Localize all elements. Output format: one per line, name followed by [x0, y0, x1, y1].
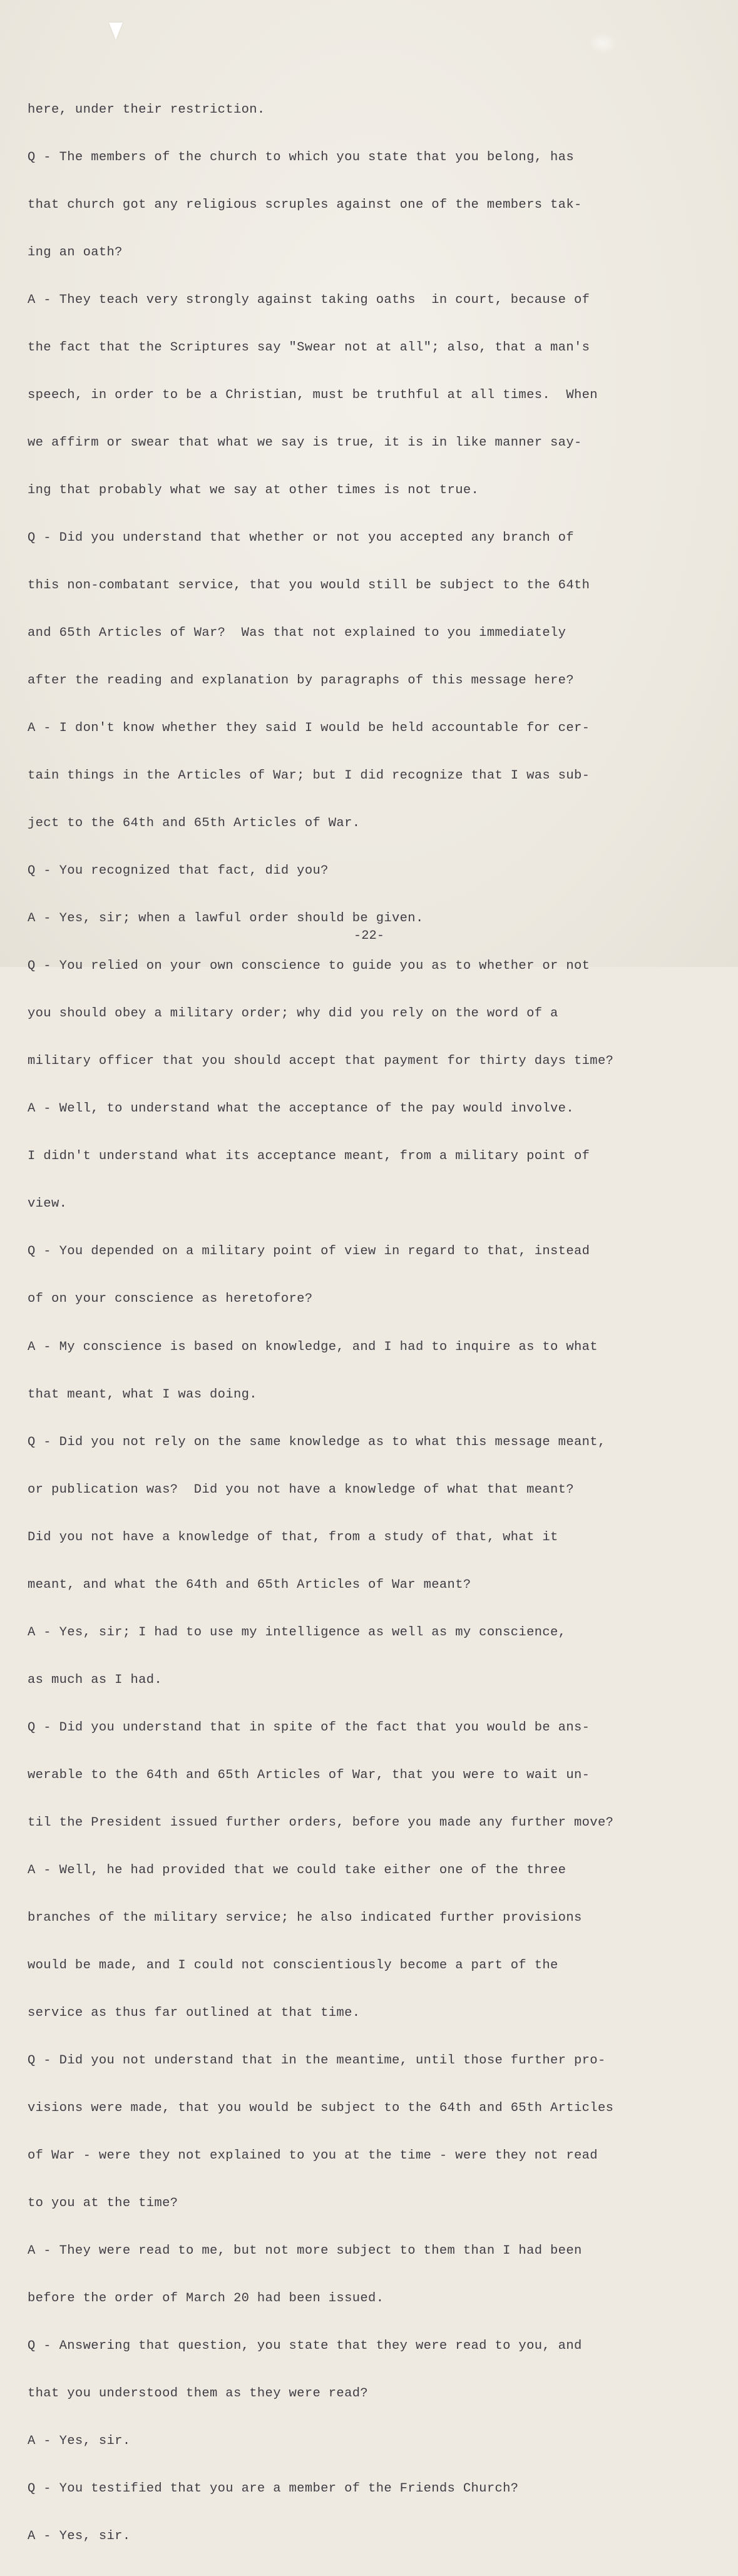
text-line: A - Yes, sir; when a lawful order should be given.	[28, 911, 424, 926]
text-line: Q - You relied on your own conscience to guide you as to whether or not	[28, 959, 590, 974]
text-line: I didn't understand what its acceptance meant, from a military point of	[28, 1149, 590, 1164]
text-line: ing an oath?	[28, 245, 123, 260]
text-line: Q - Did you not understand that in the meantime, until those further pro-	[28, 2053, 606, 2068]
text-line: Q - The members of the church to which you state that you belong, has	[28, 150, 574, 165]
text-line: that meant, what I was doing.	[28, 1387, 257, 1402]
text-line: that church got any religious scruples against one of the members tak-	[28, 197, 582, 212]
text-line: and 65th Articles of War? Was that not explained to you immediately	[28, 626, 566, 641]
text-line: branches of the military service; he also indicated further provisions	[28, 1910, 582, 1925]
text-line: Q - Answering that question, you state that they were read to you, and	[28, 2339, 582, 2354]
text-line: we affirm or swear that what we say is true, it is in like manner say-	[28, 435, 582, 450]
text-line: A - They were read to me, but not more subject to them than I had been	[28, 2244, 582, 2259]
paper-smudge	[588, 33, 617, 54]
text-line: tain things in the Articles of War; but I did recognize that I was sub-	[28, 769, 590, 784]
text-line: A - Well, he had provided that we could take either one of the three	[28, 1863, 566, 1878]
text-line: ing that probably what we say at other times is not true.	[28, 483, 479, 498]
punch-mark	[109, 23, 123, 40]
text-line: Q - You recognized that fact, did you?	[28, 864, 329, 879]
text-line: service as thus far outlined at that time.	[28, 2005, 361, 2020]
page-number: -22-	[353, 929, 385, 943]
text-line: A - Yes, sir.	[28, 2434, 131, 2449]
text-line: meant, and what the 64th and 65th Articles of War meant?	[28, 1577, 471, 1592]
text-line: speech, in order to be a Christian, must be truthful at all times. When	[28, 387, 598, 402]
text-line: A - They teach very strongly against taking oaths in court, because of	[28, 292, 590, 307]
text-line: til the President issued further orders, before you made any further move?	[28, 1815, 614, 1830]
text-line: werable to the 64th and 65th Articles of War, that you were to wait un-	[28, 1767, 590, 1782]
text-line: the fact that the Scriptures say "Swear not at all"; also, that a man's	[28, 340, 590, 355]
text-line: you should obey a military order; why did you rely on the word of a	[28, 1006, 558, 1021]
text-line: of on your conscience as heretofore?	[28, 1292, 313, 1307]
text-line: military officer that you should accept that payment for thirty days time?	[28, 1054, 614, 1069]
text-line: Q - Did you not rely on the same knowledge as to what this message meant,	[28, 1434, 606, 1449]
text-line: view.	[28, 1197, 68, 1212]
text-line: would be made, and I could not conscientiously become a part of the	[28, 1958, 558, 1973]
text-line: here, under their restriction.	[28, 102, 265, 117]
transcript-body	[28, 70, 722, 2576]
text-line: Q - You depended on a military point of view in regard to that, instead	[28, 1244, 590, 1259]
text-line: Did you not have a knowledge of that, from a study of that, what it	[28, 1530, 558, 1545]
text-line: of War - were they not explained to you at the time - were they not read	[28, 2149, 598, 2164]
text-line: as much as I had.	[28, 1672, 163, 1687]
text-line: A - My conscience is based on knowledge, and I had to inquire as to what	[28, 1339, 598, 1354]
text-line: this non-combatant service, that you would still be subject to the 64th	[28, 578, 590, 593]
text-line: to you at the time?	[28, 2196, 178, 2211]
text-line: A - I don't know whether they said I would be held accountable for cer-	[28, 721, 590, 736]
text-line: Q - You testified that you are a member of the Friends Church?	[28, 2481, 519, 2497]
text-line: or publication was? Did you not have a knowledge of what that meant?	[28, 1482, 574, 1497]
text-line: Q - Did you understand that whether or not you accepted any branch of	[28, 530, 574, 545]
text-line: that you understood them as they were read?	[28, 2386, 369, 2401]
text-line: after the reading and explanation by paragraphs of this message here?	[28, 673, 574, 688]
text-line: A - Well, to understand what the acceptance of the pay would involve.	[28, 1101, 574, 1117]
text-line: Q - Did you understand that in spite of the fact that you would be ans-	[28, 1720, 590, 1735]
text-line: ject to the 64th and 65th Articles of War.	[28, 816, 361, 831]
text-line: before the order of March 20 had been issued.	[28, 2291, 384, 2306]
text-line: visions were made, that you would be subject to the 64th and 65th Articles	[28, 2101, 614, 2115]
text-line: A - Yes, sir; I had to use my intelligence as well as my conscience,	[28, 1625, 566, 1640]
text-line: A - Yes, sir.	[28, 2529, 131, 2544]
